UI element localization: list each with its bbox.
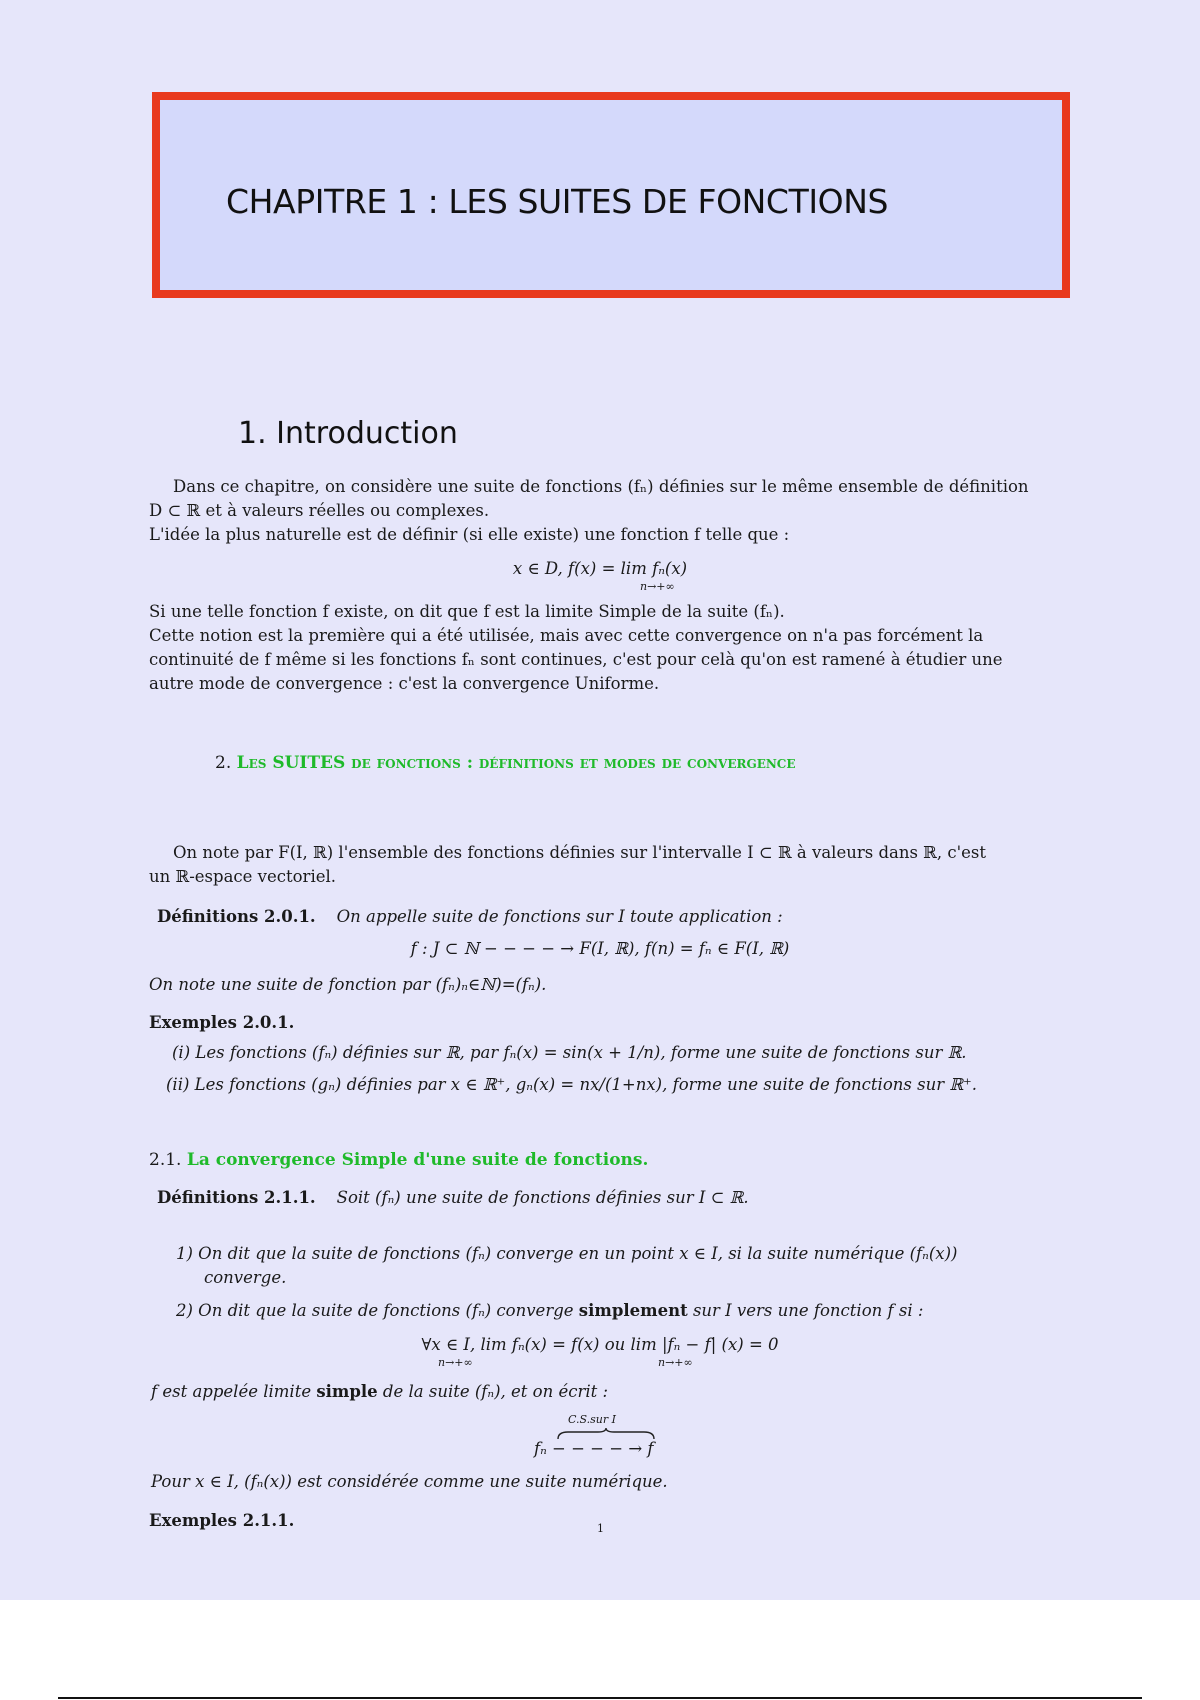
simple-convergence-formula bbox=[149, 1333, 1051, 1357]
limit-note bbox=[151, 1380, 1051, 1404]
intro-formula-text: x ∈ D, f(x) = lim fₙ(x) bbox=[512, 559, 688, 578]
definition-2-0-1-text: On appelle suite de fonctions sur I toute application : bbox=[336, 907, 783, 926]
intro-p4-line2: continuité de f même si les fonctions fₙ sont continues, c'est pour celà qu'on est ramené à étudier une bbox=[149, 650, 1003, 669]
example-i: (i) Les fonctions (fₙ) définies sur ℝ, par fₙ(x) = sin(x + 1/n), forme une suite de fonctions sur ℝ. bbox=[172, 1043, 967, 1062]
definition-item-2 bbox=[176, 1299, 1052, 1323]
simple-formula-text: ∀x ∈ I, lim fₙ(x) = f(x) ou lim |fₙ − f| (x) = 0 bbox=[421, 1335, 779, 1354]
definition-note: On note une suite de fonction par (fₙ)ₙ∈ℕ)=(fₙ). bbox=[149, 975, 547, 994]
chapter-title: CHAPITRE 1 : LES SUITES DE FONCTIONS bbox=[226, 182, 889, 221]
item2-bold: simplement bbox=[578, 1301, 688, 1320]
intro-p1-line1: Dans ce chapitre, on considère une suite de fonctions (fₙ) définies sur le même ensemble de définition bbox=[173, 477, 1029, 496]
limit-note-bold: simple bbox=[316, 1382, 378, 1401]
intro-p2: L'idée la plus naturelle est de définir (si elle existe) une fonction f telle que : bbox=[149, 525, 790, 544]
example-ii: (ii) Les fonctions (gₙ) définies par x ∈ ℝ⁺, gₙ(x) = nx/(1+nx), forme une suite de fonctions sur ℝ⁺. bbox=[166, 1075, 977, 1094]
item1-line2: converge. bbox=[204, 1268, 287, 1287]
section2-paragraph bbox=[149, 841, 1051, 889]
item2-post: sur I vers une fonction f si : bbox=[687, 1301, 924, 1320]
definition-2-1-1-text: Soit (fₙ) une suite de fonctions définies sur I ⊂ ℝ. bbox=[336, 1188, 749, 1207]
intro-p4-line1: Cette notion est la première qui a été utilisée, mais avec cette convergence on n'a pas forcément la bbox=[149, 626, 984, 645]
definition-2-0-1-label: Définitions 2.0.1. bbox=[157, 907, 316, 926]
definition-2-0-1-formula bbox=[149, 937, 1051, 961]
intro-formula-sub: n→+∞ bbox=[640, 580, 675, 593]
examples-2-0-1-label: Exemples 2.0.1. bbox=[149, 1013, 295, 1032]
arrow-formula: fₙ − − − − → f bbox=[534, 1439, 654, 1458]
section21-title: La convergence Simple d'une suite de fonctions. bbox=[186, 1150, 649, 1170]
intro-p3: Si une telle fonction f existe, on dit que f est la limite Simple de la suite (fₙ). bbox=[149, 602, 785, 621]
item2-pre: 2) On dit que la suite de fonctions (fₙ) converge bbox=[176, 1301, 579, 1320]
section2-number: 2. bbox=[215, 753, 232, 773]
examples-2-1-1-label: Exemples 2.1.1. bbox=[149, 1511, 295, 1530]
simple-formula-sub-1: n→+∞ bbox=[438, 1356, 473, 1369]
definition-2-1-1-label: Définitions 2.1.1. bbox=[157, 1188, 316, 1207]
definition-2-1-1 bbox=[157, 1186, 749, 1210]
intro-heading: 1. Introduction bbox=[238, 416, 458, 451]
section21-heading bbox=[149, 1148, 648, 1172]
section2-title: Les SUITES de fonctions : définitions et modes de convergence bbox=[236, 753, 796, 773]
numeric-sequence-note: Pour x ∈ I, (fₙ(x)) est considérée comme une suite numérique. bbox=[151, 1472, 668, 1491]
arrow-label: C.S.sur I bbox=[568, 1413, 616, 1426]
section21-number: 2.1. bbox=[149, 1150, 182, 1170]
intro-p1-line2: D ⊂ ℝ et à valeurs réelles ou complexes. bbox=[149, 501, 490, 520]
intro-p4-line3: autre mode de convergence : c'est la convergence Uniforme. bbox=[149, 674, 660, 693]
page-number: 1 bbox=[597, 1522, 604, 1535]
simple-formula-sub-2: n→+∞ bbox=[658, 1356, 693, 1369]
chapter-title-box bbox=[152, 92, 1070, 298]
section2-heading bbox=[215, 751, 796, 775]
intro-formula bbox=[149, 557, 1051, 581]
definition-item-1 bbox=[176, 1242, 1052, 1290]
section2-p1-line2: un ℝ-espace vectoriel. bbox=[149, 867, 337, 886]
intro-paragraph-1 bbox=[149, 475, 1051, 547]
definition-2-0-1 bbox=[157, 905, 783, 929]
limit-note-post: de la suite (fₙ), et on écrit : bbox=[377, 1382, 609, 1401]
section2-p1-line1: On note par F(I, ℝ) l'ensemble des fonctions définies sur l'intervalle I ⊂ ℝ à valeurs dans ℝ, c'est bbox=[173, 843, 987, 862]
footer-divider bbox=[58, 1697, 1142, 1699]
intro-paragraph-2 bbox=[149, 600, 1051, 696]
definition-formula-text: f : J ⊂ ℕ − − − − → F(I, ℝ), f(n) = fₙ ∈ F(I, ℝ) bbox=[410, 939, 790, 958]
limit-note-pre: f est appelée limite bbox=[151, 1382, 317, 1401]
item1-line1: 1) On dit que la suite de fonctions (fₙ) converge en un point x ∈ I, si la suite numérique (fₙ(x)) bbox=[176, 1244, 958, 1263]
